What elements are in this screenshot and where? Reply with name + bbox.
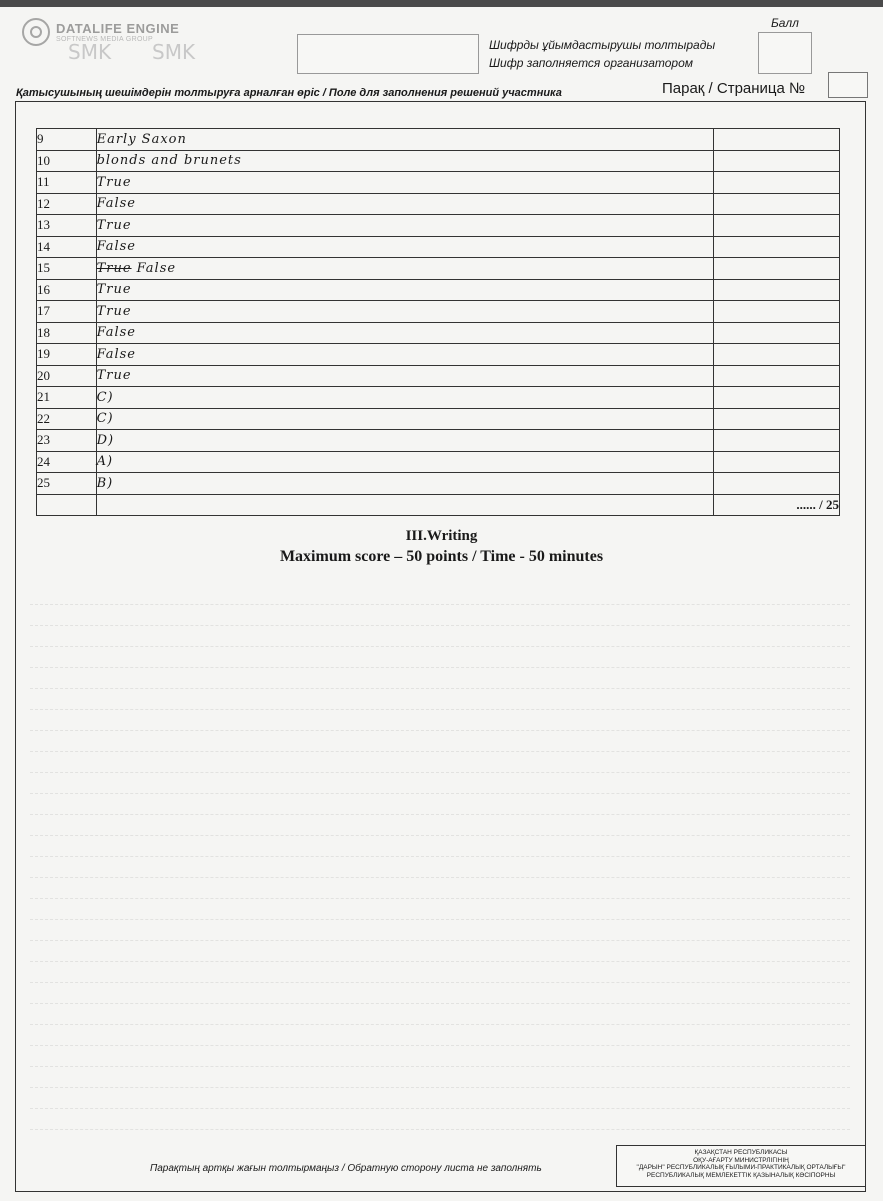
answer-text[interactable]: C) [96, 387, 713, 409]
answer-score-cell[interactable] [713, 215, 839, 237]
writing-line [30, 1087, 850, 1088]
answer-row [37, 365, 840, 387]
answer-row [37, 322, 840, 344]
answer-row [37, 473, 840, 495]
answer-row [37, 344, 840, 366]
answer-score-cell[interactable] [713, 451, 839, 473]
answer-score-cell[interactable] [713, 129, 839, 151]
writing-line [30, 1024, 850, 1025]
cipher-box [297, 34, 479, 74]
writing-line [30, 646, 850, 647]
writing-line [30, 751, 850, 752]
writing-area[interactable] [30, 590, 850, 1150]
answer-row [37, 215, 840, 237]
answer-text[interactable]: blonds and brunets [96, 150, 713, 172]
answer-row [37, 236, 840, 258]
answer-text[interactable]: False [96, 322, 713, 344]
organizer-note-kz: Шифрды ұйымдастырушы толтырады [489, 38, 716, 52]
footer-note: Парақтың артқы жағын толтырмаңыз / Обратную сторону листа не заполнять [150, 1163, 542, 1174]
answer-text[interactable]: Early Saxon [96, 129, 713, 151]
answer-number: 19 [37, 344, 97, 366]
writing-line [30, 772, 850, 773]
answer-number: 24 [37, 451, 97, 473]
answer-score-cell[interactable] [713, 236, 839, 258]
answer-row [37, 387, 840, 409]
writing-line [30, 835, 850, 836]
answer-score-cell[interactable] [713, 387, 839, 409]
answer-score-cell[interactable] [713, 322, 839, 344]
section-subtitle: Maximum score – 50 points / Time - 50 minutes [279, 548, 604, 565]
writing-line [30, 1108, 850, 1109]
answer-row [37, 150, 840, 172]
page-number-box [828, 72, 868, 98]
answer-score-cell[interactable] [713, 408, 839, 430]
answer-number: 21 [37, 387, 97, 409]
answer-text[interactable]: B) [96, 473, 713, 495]
organizer-note [489, 36, 715, 72]
writing-line [30, 730, 850, 731]
answer-text[interactable]: C) [96, 408, 713, 430]
answer-score-cell[interactable] [713, 193, 839, 215]
answer-field-caption: Қатысушының шешімдерін толтыруға арналған өріс / Поле для заполнения решений участника [16, 87, 562, 99]
section-title: III.Writing [405, 528, 478, 544]
answer-text[interactable]: True [96, 365, 713, 387]
score-box [758, 32, 812, 74]
corrected-answer: False [136, 260, 177, 276]
answer-row [37, 193, 840, 215]
answer-score-cell[interactable] [713, 258, 839, 280]
score-label: Балл [771, 16, 799, 30]
writing-line [30, 625, 850, 626]
writing-line [30, 814, 850, 815]
writing-line [30, 1129, 850, 1130]
watermark-name: DATALIFE ENGINE [56, 21, 180, 36]
answer-row [37, 172, 840, 194]
struck-answer: True [96, 260, 132, 276]
answer-number: 23 [37, 430, 97, 452]
writing-line [30, 1045, 850, 1046]
page-number-label: Парақ / Страница № [662, 80, 806, 97]
answer-number: 11 [37, 172, 97, 194]
answer-text[interactable]: False [96, 193, 713, 215]
answer-row [37, 451, 840, 473]
writing-line [30, 667, 850, 668]
writing-line [30, 793, 850, 794]
answer-score-cell[interactable] [713, 301, 839, 323]
answer-number: 25 [37, 473, 97, 495]
answer-text[interactable] [96, 258, 713, 280]
answer-number: 16 [37, 279, 97, 301]
answer-row [37, 430, 840, 452]
answer-row [37, 408, 840, 430]
answer-score-cell[interactable] [713, 150, 839, 172]
answer-number: 15 [37, 258, 97, 280]
answer-text[interactable]: True [96, 301, 713, 323]
answer-score-cell[interactable] [713, 430, 839, 452]
stamp-line: "ДАРЫН" РЕСПУБЛИКАЛЫҚ ҒЫЛЫМИ-ПРАКТИКАЛЫҚ ОРТАЛЫҒЫ" [636, 1164, 846, 1171]
answer-text[interactable]: True [96, 279, 713, 301]
answer-score-cell[interactable] [713, 473, 839, 495]
datalife-logo-icon [22, 18, 50, 46]
answer-text[interactable]: False [96, 236, 713, 258]
watermark-ghost-right: SMK [152, 40, 196, 64]
answer-number: 13 [37, 215, 97, 237]
answer-text[interactable]: True [96, 215, 713, 237]
total-row [37, 494, 840, 516]
answer-score-cell[interactable] [713, 344, 839, 366]
answer-number: 14 [37, 236, 97, 258]
stamp-line: ОҚУ-АҒАРТУ МИНИСТРЛІГІНІҢ [693, 1156, 789, 1164]
organizer-note-ru: Шифр заполняется организатором [489, 56, 693, 70]
writing-line [30, 856, 850, 857]
writing-line [30, 961, 850, 962]
answer-text[interactable]: False [96, 344, 713, 366]
answer-number: 12 [37, 193, 97, 215]
answer-number: 22 [37, 408, 97, 430]
writing-line [30, 1066, 850, 1067]
writing-line [30, 604, 850, 605]
answer-text[interactable]: A) [96, 451, 713, 473]
stamp-line: ҚАЗАҚСТАН РЕСПУБЛИКАСЫ [694, 1149, 788, 1156]
stamp-line: РЕСПУБЛИКАЛЫҚ МЕМЛЕКЕТТІК ҚАЗЫНАЛЫҚ КӘСІПОРНЫ [646, 1171, 836, 1179]
answer-row [37, 129, 840, 151]
answer-score-cell[interactable] [713, 172, 839, 194]
answer-score-cell[interactable] [713, 365, 839, 387]
answer-number: 20 [37, 365, 97, 387]
watermark-ghost-left: SMK [68, 40, 112, 64]
writing-line [30, 919, 850, 920]
total-score: ...... / 25 [713, 494, 839, 516]
answer-row [37, 279, 840, 301]
answer-score-cell[interactable] [713, 279, 839, 301]
writing-line [30, 688, 850, 689]
answer-text[interactable]: True [96, 172, 713, 194]
official-stamp [616, 1145, 866, 1187]
writing-line [30, 877, 850, 878]
answer-table [36, 128, 840, 516]
answer-number: 18 [37, 322, 97, 344]
answer-row [37, 301, 840, 323]
writing-line [30, 1003, 850, 1004]
answer-number: 9 [37, 129, 97, 151]
writing-line [30, 982, 850, 983]
answer-text[interactable]: D) [96, 430, 713, 452]
writing-line [30, 940, 850, 941]
answer-row [37, 258, 840, 280]
answer-number: 10 [37, 150, 97, 172]
answer-number: 17 [37, 301, 97, 323]
top-border [0, 0, 883, 7]
writing-line [30, 709, 850, 710]
writing-line [30, 898, 850, 899]
watermark-sub: SOFTNEWS MEDIA GROUP [56, 36, 154, 43]
